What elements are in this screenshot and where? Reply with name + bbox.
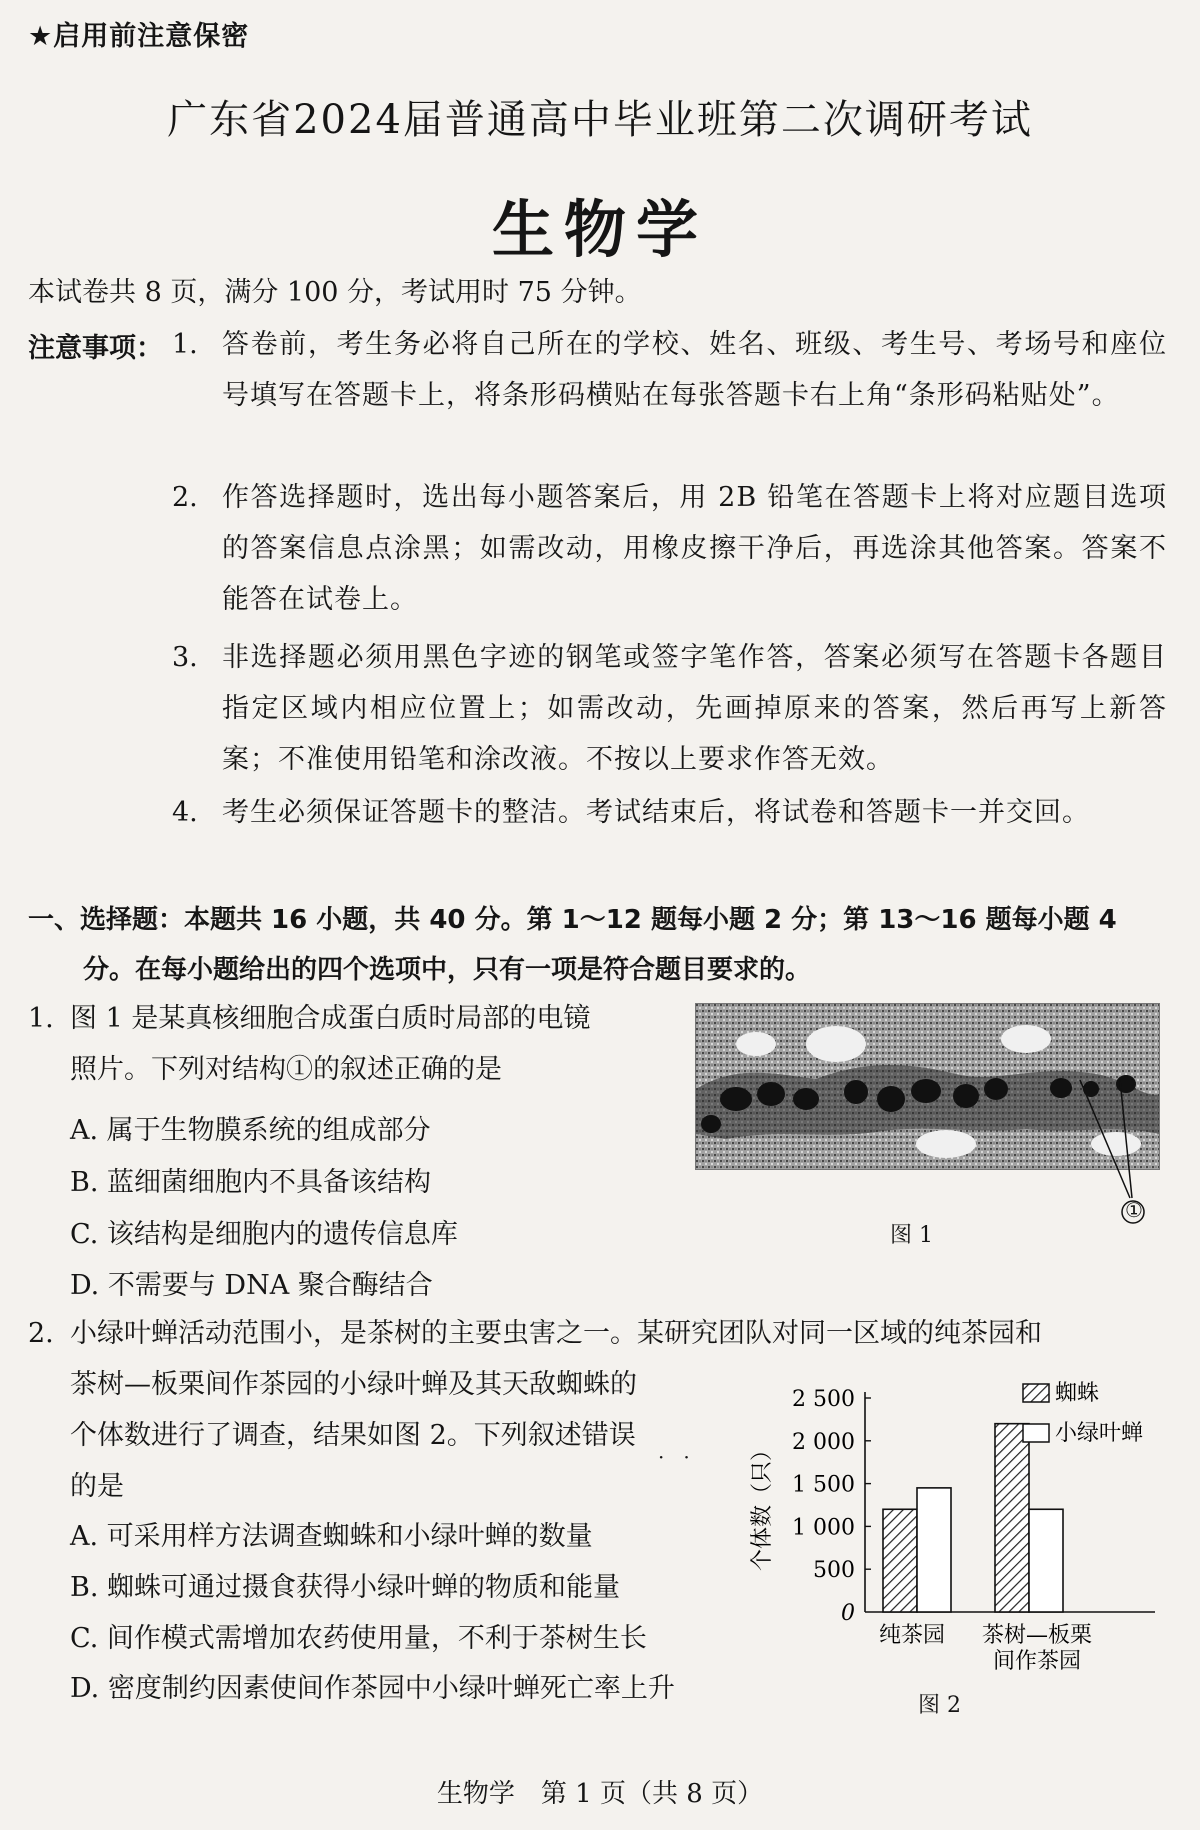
option-a: A. 可采用样方法调查蜘蛛和小绿叶蝉的数量	[70, 1521, 593, 1552]
notice-number: 2.	[172, 482, 198, 513]
y-tick-label: 2 500	[792, 1387, 855, 1412]
question-stem-text: 个体数进行了调查，结果如图 2。下列叙述错误	[70, 1420, 636, 1451]
question-stem-line: 照片。下列对结构①的叙述正确的是	[70, 1054, 502, 1085]
legend-swatch	[1023, 1424, 1049, 1442]
section-heading-line: 一、选择题：本题共 16 小题，共 40 分。第 1～12 题每小题 2 分；第 13～16 题每小题 4	[28, 905, 1117, 935]
bar-leafhopper	[917, 1488, 951, 1612]
notice-text: 非选择题必须用黑色字迹的钢笔或签字笔作答，答案必须写在答题卡各题目指定区域内相应位置上；如需改动，先画掉原来的答案，然后再写上新答案；不准使用铅笔和涂改液。不按以上要求作答无效。	[222, 642, 1167, 775]
notice-item	[0, 787, 1200, 847]
confidential-mark: ★启用前注意保密	[28, 21, 250, 52]
bar-spider	[995, 1424, 1029, 1612]
option-d: D. 密度制约因素使间作茶园中小绿叶蝉死亡率上升	[70, 1673, 675, 1704]
notice-item	[0, 472, 1200, 632]
x-category-label: 茶树—板栗	[981, 1623, 1093, 1648]
notice-label: 注意事项：	[28, 333, 163, 364]
figure-1-caption: 图 1	[890, 1223, 933, 1248]
y-tick-label: 2 000	[792, 1429, 855, 1455]
option-c: C. 该结构是细胞内的遗传信息库	[70, 1219, 458, 1250]
notice-number: 3.	[172, 642, 198, 673]
x-category-label: 间作茶园	[992, 1649, 1082, 1674]
y-tick-label: 1 500	[792, 1472, 855, 1498]
option-b: B. 蓝细菌细胞内不具备该结构	[70, 1167, 432, 1198]
figure-2-caption: 图 2	[918, 1693, 961, 1718]
bar-leafhopper	[1029, 1509, 1063, 1612]
question-number: 1.	[28, 1003, 54, 1034]
legend-swatch	[1023, 1384, 1049, 1402]
page-footer: 生物学 第 1 页（共 8 页）	[436, 1779, 764, 1809]
emphasis-dots: · ·	[658, 1445, 690, 1469]
option-b: B. 蜘蛛可通过摄食获得小绿叶蝉的物质和能量	[70, 1572, 621, 1603]
bar-spider	[883, 1509, 917, 1612]
y-tick-label: 1 000	[792, 1515, 855, 1541]
legend-label: 蜘蛛	[1055, 1381, 1100, 1406]
subject-title: 生物学	[491, 193, 708, 266]
question-stem-line: 小绿叶蝉活动范围小，是茶树的主要虫害之一。某研究团队对同一区域的纯茶园和	[70, 1318, 1042, 1349]
question-1	[28, 993, 688, 1095]
notice-number: 1.	[172, 329, 198, 360]
option-d: D. 不需要与 DNA 聚合酶结合	[70, 1270, 433, 1301]
structure-marker: ①	[1125, 1198, 1143, 1222]
notice-item	[0, 319, 1200, 479]
option-a: A. 属于生物膜系统的组成部分	[70, 1115, 431, 1146]
notice-text: 考生必须保证答题卡的整洁。考试结束后，将试卷和答题卡一并交回。	[222, 797, 1090, 828]
exam-intro: 本试卷共 8 页，满分 100 分，考试用时 75 分钟。	[28, 277, 642, 308]
question-number: 2.	[28, 1318, 54, 1349]
notice-text: 答卷前，考生务必将自己所在的学校、姓名、班级、考生号、考场号和座位号填写在答题卡上，将条形码横贴在每张答题卡右上角“条形码粘贴处”。	[222, 329, 1167, 411]
option-c: C. 间作模式需增加农药使用量，不利于茶树生长	[70, 1623, 647, 1654]
legend-label: 小绿叶蝉	[1055, 1421, 1144, 1446]
notice-text: 作答选择题时，选出每小题答案后，用 2B 铅笔在答题卡上将对应题目选项的答案信息点涂黑；如需改动，用橡皮擦干净后，再选涂其他答案。答案不能答在试卷上。	[222, 482, 1167, 615]
notice-number: 4.	[172, 797, 198, 828]
figure-2-chart	[745, 1380, 1165, 1720]
question-stem-line: 茶树—板栗间作茶园的小绿叶蝉及其天敌蜘蛛的	[70, 1369, 637, 1400]
y-axis-label: 个体数（只）	[750, 1438, 775, 1572]
y-tick-label: 500	[813, 1558, 855, 1584]
x-category-label: 纯茶园	[878, 1623, 946, 1648]
exam-title: 广东省2024届普通高中毕业班第二次调研考试	[167, 97, 1033, 143]
notice-item	[0, 632, 1200, 792]
question-stem-line: 图 1 是某真核细胞合成蛋白质时局部的电镜	[70, 1003, 591, 1034]
question-stem-line: 的是	[70, 1471, 124, 1502]
section-heading	[28, 895, 1178, 995]
section-heading-line: 分。在每小题给出的四个选项中，只有一项是符合题目要求的。	[83, 955, 812, 985]
y-tick-label: 0	[841, 1601, 855, 1626]
